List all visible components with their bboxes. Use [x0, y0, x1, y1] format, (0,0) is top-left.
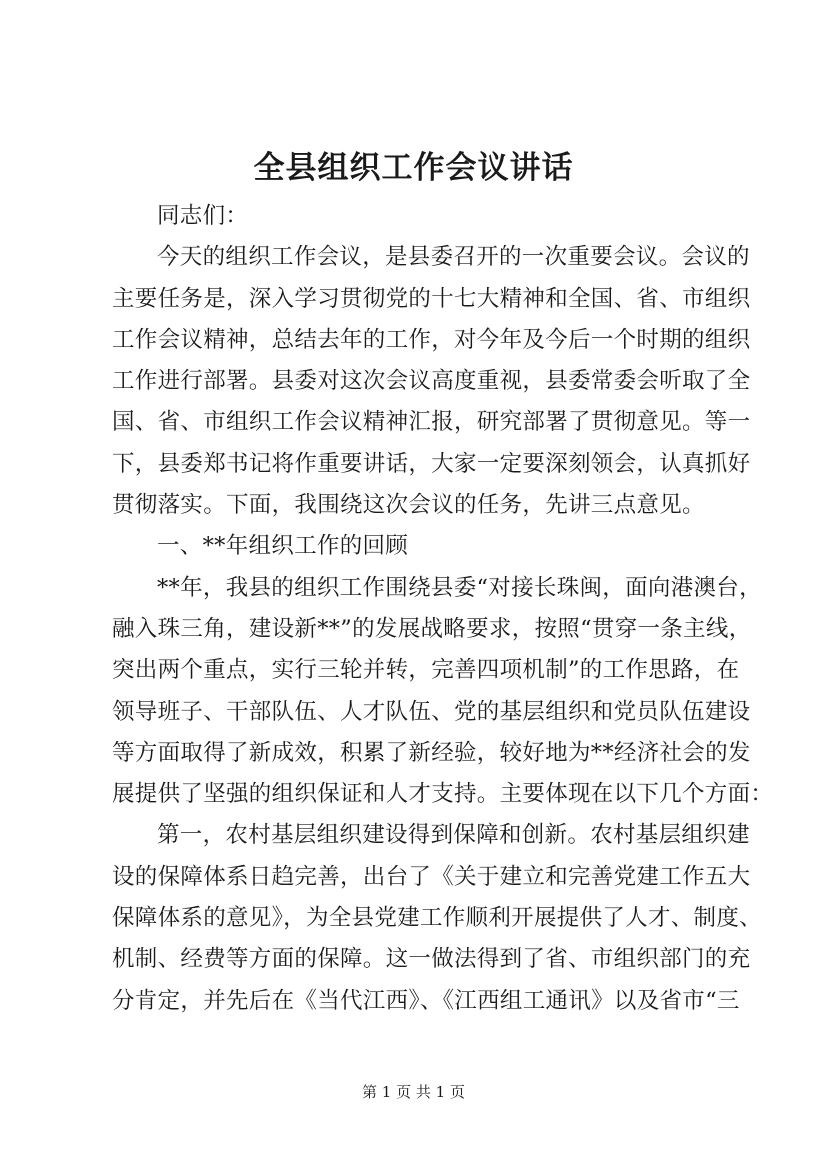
text-line: 主要任务是，深入学习贯彻党的十七大精神和全国、省、市组织	[112, 285, 751, 312]
text-line: 一、**年组织工作的回顾	[157, 533, 409, 560]
text-line: 展提供了坚强的组织保证和人才支持。主要体现在以下几个方面：	[112, 781, 774, 808]
text-line: 工作会议精神，总结去年的工作，对今年及今后一个时期的组织	[112, 326, 751, 353]
text-line: 等方面取得了新成效，积累了新经验，较好地为**经济社会的发	[112, 739, 751, 766]
text-line: 同志们：	[157, 203, 249, 229]
text-line: 工作进行部署。县委对这次会议高度重视，县委常委会听取了全	[112, 368, 751, 395]
text-line: 融入珠三角，建设新**”的发展战略要求，按照“贯穿一条主线，	[112, 615, 752, 642]
document-body	[112, 196, 774, 1022]
text-line: 机制、经费等方面的保障。这一做法得到了省、市组织部门的充	[112, 946, 751, 973]
text-line: 设的保障体系日趋完善，出台了《关于建立和完善党建工作五大	[112, 863, 751, 890]
text-line: 领导班子、干部队伍、人才队伍、党的基层组织和党员队伍建设	[112, 698, 751, 725]
text-line: 国、省、市组织工作会议精神汇报，研究部署了贯彻意见。等一	[112, 409, 751, 436]
text-line: 保障体系的意见》，为全县党建工作顺利开展提供了人才、制度、	[112, 905, 762, 932]
text-line: **年，我县的组织工作围绕县委“对接长珠闽，面向港澳台，	[157, 574, 762, 601]
text-line: 贯彻落实。下面，我围绕这次会议的任务，先讲三点意见。	[112, 492, 705, 519]
text-line: 下，县委郑书记将作重要讲话，大家一定要深刻领会，认真抓好	[112, 450, 751, 477]
text-line: 分肯定，并先后在《当代江西》、《江西组工通讯》以及省市“三	[112, 987, 740, 1014]
text-line: 第一，农村基层组织建设得到保障和创新。农村基层组织建	[157, 822, 750, 849]
page-footer: 第 1 页 共 1 页	[362, 1083, 465, 1101]
text-line: 突出两个重点，实行三轮并转，完善四项机制”的工作思路，在	[112, 657, 740, 684]
document-title: 全县组织工作会议讲话	[253, 150, 574, 186]
text-line: 今天的组织工作会议，是县委召开的一次重要会议。会议的	[157, 244, 750, 271]
